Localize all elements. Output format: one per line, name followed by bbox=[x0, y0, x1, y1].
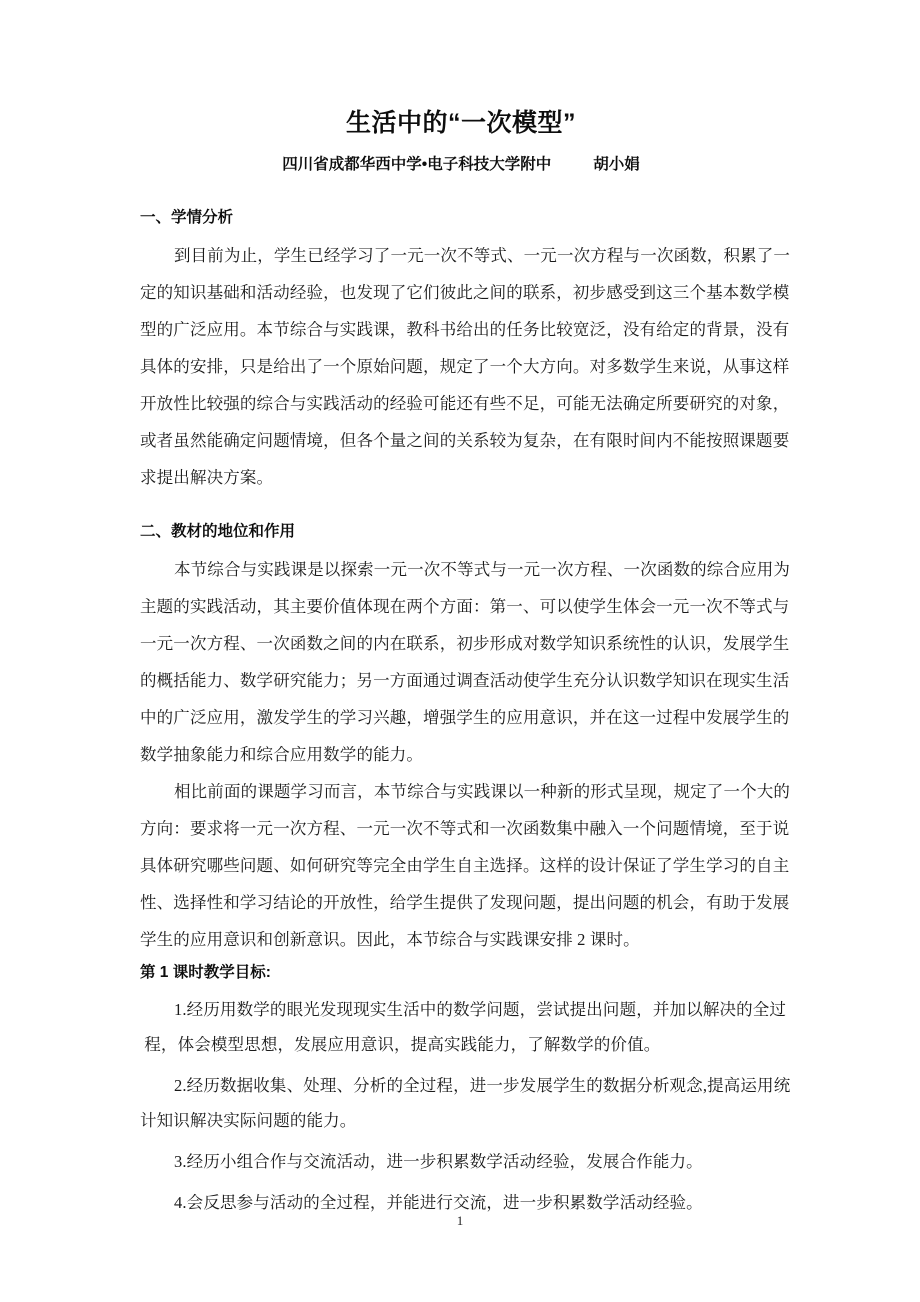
text-line: 4.会反思参与活动的全过程，并能进行交流，进一步积累数学活动经验。 bbox=[174, 1193, 703, 1212]
text-line: 定的知识基础和活动经验，也发现了它们彼此之间的联系，初步感受到这三个基本数学模 bbox=[140, 283, 790, 302]
text-line: 具体研究哪些问题、如何研究等完全由学生自主选择。这样的设计保证了学生学习的自主 bbox=[140, 856, 790, 875]
text-line: 相比前面的课题学习而言，本节综合与实践课以一种新的形式呈现，规定了一个大的 bbox=[174, 782, 791, 801]
affiliation-text: 四川省成都华西中学•电子科技大学附中 bbox=[282, 156, 552, 173]
text-line: 具体的安排，只是给出了一个原始问题，规定了一个大方向。对多数学生来说，从事这样 bbox=[140, 357, 790, 376]
text-line: 程，体会模型思想，发展应用意识，提高实践能力，了解数学的价值。 bbox=[140, 1035, 661, 1054]
text-line: 开放性比较强的综合与实践活动的经验可能还有些不足，可能无法确定所要研究的对象， bbox=[140, 394, 790, 413]
text-line: 1.经历用数学的眼光发现现实生活中的数学问题，尝试提出问题，并加以解决的全过 bbox=[174, 1000, 787, 1019]
text-line: 数学抽象能力和综合应用数学的能力。 bbox=[140, 745, 424, 764]
text-line: 计知识解决实际问题的能力。 bbox=[140, 1111, 357, 1130]
text-line: 方向：要求将一元一次方程、一元一次不等式和一次函数集中融入一个问题情境，至于说 bbox=[140, 819, 790, 838]
text-line: 中的广泛应用，激发学生的学习兴趣，增强学生的应用意识，并在这一过程中发展学生的 bbox=[140, 708, 790, 727]
page-number: 1 bbox=[456, 1213, 464, 1228]
byline bbox=[140, 140, 782, 177]
text-line: 到目前为止，学生已经学习了一元一次不等式、一元一次方程与一次函数，积累了一 bbox=[174, 246, 791, 265]
text-line: 2.经历数据收集、处理、分析的全过程，进一步发展学生的数据分析观念,提高运用统 bbox=[174, 1076, 791, 1095]
section-heading-1: 一、学情分析 bbox=[140, 209, 234, 226]
text-line: 3.经历小组合作与交流活动，进一步积累数学活动经验，发展合作能力。 bbox=[174, 1152, 703, 1171]
text-line: 一元一次方程、一次函数之间的内在联系，初步形成对数学知识系统性的认识，发展学生 bbox=[140, 634, 790, 653]
page-title: 生活中的“一次模型” bbox=[345, 109, 576, 137]
objectives-heading: 第 1 课时教学目标: bbox=[140, 964, 271, 981]
author-name: 胡小娟 bbox=[593, 156, 640, 173]
paragraph bbox=[140, 551, 791, 773]
objective-item bbox=[140, 992, 787, 1062]
text-line: 主题的实践活动，其主要价值体现在两个方面：第一、可以使学生体会一元一次不等式与 bbox=[140, 597, 790, 616]
section-heading-2: 二、教材的地位和作用 bbox=[140, 523, 296, 540]
objective-item bbox=[140, 1144, 782, 1179]
text-line: 本节综合与实践课是以探索一元一次不等式与一元一次方程、一次函数的综合应用为 bbox=[174, 560, 791, 579]
objective-item bbox=[140, 1068, 791, 1138]
text-line: 求提出解决方案。 bbox=[140, 468, 274, 487]
paragraph bbox=[140, 773, 791, 958]
paragraph bbox=[140, 237, 791, 496]
text-line: 学生的应用意识和创新意识。因此，本节综合与实践课安排 2 课时。 bbox=[140, 930, 640, 949]
page-content bbox=[140, 0, 791, 1220]
text-line: 或者虽然能确定问题情境，但各个量之间的关系较为复杂，在有限时间内不能按照课题要 bbox=[140, 431, 790, 450]
text-line: 型的广泛应用。本节综合与实践课，教科书给出的任务比较宽泛，没有给定的背景，没有 bbox=[140, 320, 790, 339]
text-line: 的概括能力、数学研究能力；另一方面通过调查活动使学生充分认识数学知识在现实生活 bbox=[140, 671, 790, 690]
text-line: 性、选择性和学习结论的开放性，给学生提供了发现问题，提出问题的机会，有助于发展 bbox=[140, 893, 790, 912]
